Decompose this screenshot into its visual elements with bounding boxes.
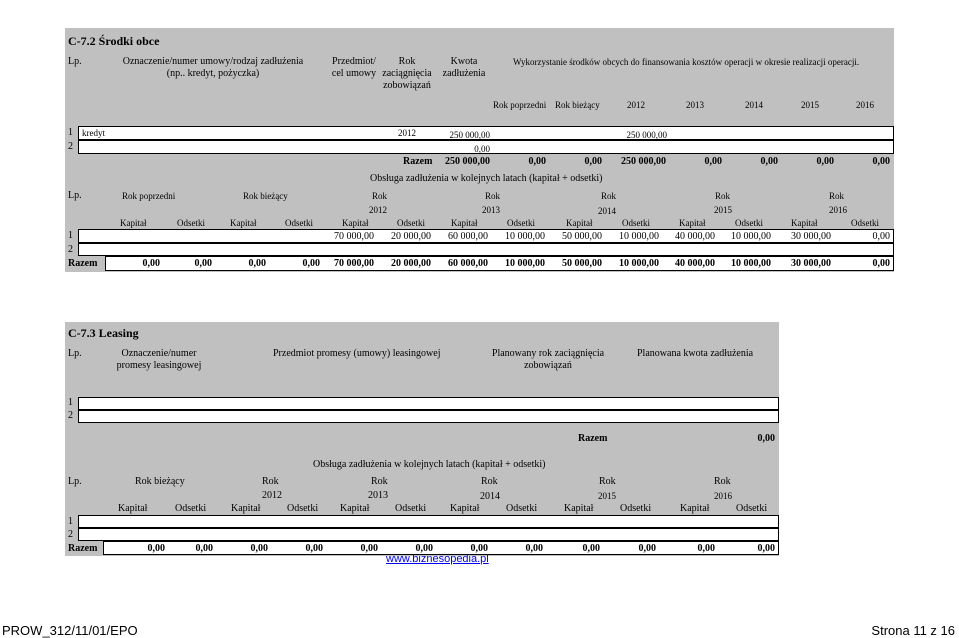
leasing-year-3: 2014 [480, 491, 500, 502]
leasing-debt-row-1-box [78, 515, 779, 528]
debt-r1-v5: 20 000,00 [391, 231, 431, 242]
leasing-header-planowany [488, 348, 608, 372]
header-kwota [440, 56, 488, 80]
debt-r1-v4: 70 000,00 [334, 231, 374, 242]
debt-razem-v9: 10 000,00 [619, 258, 659, 269]
leasing-razem-value: 0,00 [757, 433, 775, 444]
leasing-header-kwota: Planowana kwota zadłużenia [637, 348, 754, 359]
debt-row-1-lp: 1 [68, 230, 73, 241]
lkh-4: Kapitał [564, 503, 594, 514]
header-oznaczenie [118, 56, 308, 80]
obsluga-title: Obsługa zadłużenia w kolejnych latach (kapitał + odsetki) [370, 173, 603, 184]
footer-left: PROW_312/11/01/EPO [2, 623, 138, 638]
razem-val-1: 0,00 [528, 156, 546, 167]
debt-r1-v9: 10 000,00 [619, 231, 659, 242]
razem-val-7: 0,00 [872, 156, 890, 167]
debt-razem-v4: 70 000,00 [334, 258, 374, 269]
loh-1: Odsetki [287, 503, 319, 514]
leasing-period-2: Rok [371, 476, 388, 487]
debt-razem-v13: 0,00 [872, 258, 890, 269]
header-lp: Lp. [68, 56, 82, 67]
debt-razem-v10: 40 000,00 [675, 258, 715, 269]
leasing-title: C-7.3 Leasing [68, 326, 139, 340]
debt-year-6: 2016 [829, 205, 847, 215]
ldr-v0: 0,00 [147, 543, 165, 554]
year-header-4: 2014 [745, 100, 763, 110]
loh-3: Odsetki [506, 503, 538, 514]
debt-period-6: Rok [829, 191, 845, 201]
leasing-obsluga-title: Obsługa zadłużenia w kolejnych latach (kapitał + odsetki) [313, 459, 546, 470]
lkh-0: Kapitał [118, 503, 148, 514]
debt-r1-v12: 30 000,00 [791, 231, 831, 242]
row-1-lp: 1 [68, 127, 73, 138]
kh-2: Kapitał [342, 218, 369, 228]
header-rok [380, 56, 434, 92]
lkh-2: Kapitał [340, 503, 370, 514]
ldr-v11: 0,00 [757, 543, 775, 554]
header-rok-text: Rok zaciągnięcia zobowiązań [382, 56, 432, 91]
loh-0: Odsetki [175, 503, 207, 514]
row-1-y2012: 250 000,00 [626, 130, 667, 140]
debt-year-2: 2012 [369, 205, 387, 215]
ldr-v10: 0,00 [697, 543, 715, 554]
debt-period-5: Rok [715, 191, 731, 201]
debt-r1-v11: 10 000,00 [731, 231, 771, 242]
kh-6: Kapitał [791, 218, 818, 228]
ldr-v8: 0,00 [582, 543, 600, 554]
debt-row-2-box [78, 243, 894, 256]
leasing-debt-lp: Lp. [68, 476, 82, 487]
razem-val-4: 0,00 [704, 156, 722, 167]
leasing-debt-razem-label: Razem [68, 543, 98, 554]
leasing-period-3: Rok [481, 476, 498, 487]
row-1-name: kredyt [82, 128, 105, 138]
leasing-header-oznaczenie-text: Oznaczenie/numer promesy leasingowej [116, 348, 202, 371]
leasing-header-oznaczenie [104, 348, 214, 372]
kh-5: Kapitał [679, 218, 706, 228]
leasing-period-5: Rok [714, 476, 731, 487]
debt-razem-v11: 10 000,00 [731, 258, 771, 269]
leasing-debt-row-2-box [78, 528, 779, 541]
debt-period-0: Rok poprzedni [122, 191, 176, 201]
row-2-kwota: 0,00 [474, 144, 490, 154]
debt-period-4: Rok [601, 191, 617, 201]
year-header-6: 2016 [856, 100, 874, 110]
debt-year-4: 2014 [598, 206, 616, 216]
debt-period-1: Rok bieżący [243, 191, 288, 201]
debt-r1-v13: 0,00 [872, 231, 890, 242]
leasing-year-1: 2012 [262, 490, 282, 501]
oh-1: Odsetki [285, 218, 313, 228]
leasing-row-2-lp: 2 [68, 410, 73, 421]
debt-razem-v0: 0,00 [142, 258, 160, 269]
ldr-v2: 0,00 [250, 543, 268, 554]
oh-0: Odsetki [177, 218, 205, 228]
debt-r1-v10: 40 000,00 [675, 231, 715, 242]
loh-4: Odsetki [620, 503, 652, 514]
header-oznaczenie-text: Oznaczenie/numer umowy/rodzaj zadłużenia (np.. kredyt, pożyczka) [122, 56, 304, 79]
leasing-row-1-lp: 1 [68, 397, 73, 408]
razem-val-3: 250 000,00 [621, 156, 666, 167]
section-title: C-7.2 Środki obce [68, 34, 160, 48]
kh-0: Kapitał [120, 218, 147, 228]
ldr-v7: 0,00 [525, 543, 543, 554]
kh-3: Kapitał [451, 218, 478, 228]
ldr-v9: 0,00 [638, 543, 656, 554]
debt-r1-v7: 10 000,00 [505, 231, 545, 242]
lkh-3: Kapitał [450, 503, 480, 514]
loh-2: Odsetki [395, 503, 427, 514]
header-wykorzystanie: Wykorzystanie środków obcych do finansowania kosztów operacji w okresie realizacji operacji. [513, 57, 860, 67]
debt-period-2: Rok [372, 191, 388, 201]
razem-val-0: 250 000,00 [445, 156, 490, 167]
razem-val-6: 0,00 [816, 156, 834, 167]
kh-1: Kapitał [230, 218, 257, 228]
debt-row-2-lp: 2 [68, 244, 73, 255]
ldr-v3: 0,00 [305, 543, 323, 554]
ldr-v5: 0,00 [415, 543, 433, 554]
year-header-2: 2012 [627, 100, 645, 110]
razem-val-2: 0,00 [584, 156, 602, 167]
leasing-period-1: Rok [262, 476, 279, 487]
row-1-rok: 2012 [398, 128, 416, 138]
leasing-period-0: Rok bieżący [135, 476, 185, 487]
debt-razem-v3: 0,00 [302, 258, 320, 269]
debt-header-lp: Lp. [68, 190, 82, 201]
debt-razem-v1: 0,00 [194, 258, 212, 269]
leasing-debt-row-1-lp: 1 [68, 516, 73, 527]
debt-razem-v7: 10 000,00 [505, 258, 545, 269]
loh-5: Odsetki [736, 503, 768, 514]
oh-6: Odsetki [851, 218, 879, 228]
leasing-header-przedmiot: Przedmiot promesy (umowy) leasingowej [273, 348, 441, 359]
debt-r1-v8: 50 000,00 [562, 231, 602, 242]
leasing-debt-row-2-lp: 2 [68, 529, 73, 540]
leasing-period-4: Rok [599, 476, 616, 487]
leasing-header-lp: Lp. [68, 348, 82, 359]
razem-label: Razem [403, 156, 433, 167]
year-header-0: Rok poprzedni [493, 100, 547, 110]
debt-razem-v12: 30 000,00 [791, 258, 831, 269]
biznesopedia-link[interactable]: www.biznesopedia.pl [386, 553, 489, 565]
header-kwota-text: Kwota zadłużenia [442, 56, 486, 79]
debt-year-5: 2015 [714, 205, 732, 215]
header-przedmiot-text: Przedmiot/ cel umowy [331, 56, 377, 79]
debt-r1-v6: 60 000,00 [448, 231, 488, 242]
footer-right: Strona 11 z 16 [871, 623, 955, 638]
lkh-5: Kapitał [680, 503, 710, 514]
year-header-3: 2013 [686, 100, 704, 110]
debt-razem-v5: 20 000,00 [391, 258, 431, 269]
ldr-v1: 0,00 [195, 543, 213, 554]
leasing-row-1-box [78, 397, 779, 410]
oh-3: Odsetki [507, 218, 535, 228]
debt-razem-label: Razem [68, 258, 98, 269]
oh-5: Odsetki [735, 218, 763, 228]
row-1-kwota: 250 000,00 [449, 130, 490, 140]
lkh-1: Kapitał [231, 503, 261, 514]
kh-4: Kapitał [566, 218, 593, 228]
leasing-year-4: 2015 [598, 491, 616, 501]
debt-razem-v8: 50 000,00 [562, 258, 602, 269]
ldr-v4: 0,00 [360, 543, 378, 554]
leasing-row-2-box [78, 410, 779, 423]
leasing-header-planowany-text: Planowany rok zaciągnięcia zobowiązań [491, 348, 605, 371]
debt-period-3: Rok [485, 191, 501, 201]
oh-2: Odsetki [397, 218, 425, 228]
year-header-1: Rok bieżący [555, 100, 600, 110]
razem-val-5: 0,00 [760, 156, 778, 167]
leasing-razem-label: Razem [578, 433, 608, 444]
year-header-5: 2015 [801, 100, 819, 110]
debt-year-3: 2013 [482, 205, 500, 215]
debt-razem-v2: 0,00 [248, 258, 266, 269]
row-2-lp: 2 [68, 141, 73, 152]
leasing-year-2: 2013 [368, 490, 388, 501]
oh-4: Odsetki [622, 218, 650, 228]
leasing-year-5: 2016 [714, 491, 732, 501]
header-przedmiot [328, 56, 380, 80]
ldr-v6: 0,00 [470, 543, 488, 554]
debt-razem-v6: 60 000,00 [448, 258, 488, 269]
